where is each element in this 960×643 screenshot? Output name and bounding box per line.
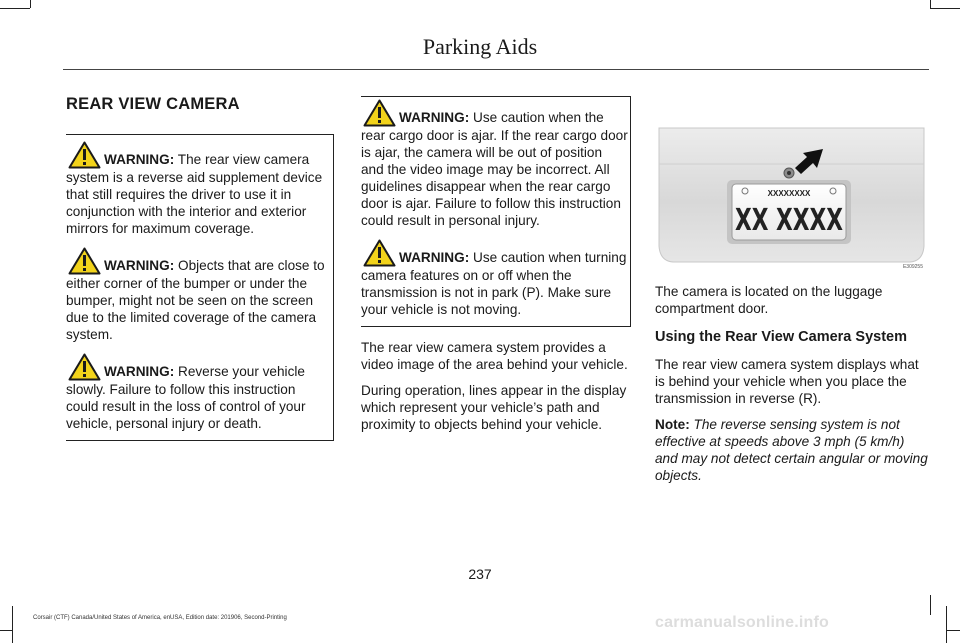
warning-label: WARNING: xyxy=(399,110,470,125)
column-3 xyxy=(655,283,928,493)
warning-item xyxy=(66,141,331,237)
warning-box xyxy=(361,96,631,327)
plate-main-text: XX XXXX xyxy=(735,203,843,238)
crop-mark xyxy=(930,8,960,9)
crop-mark xyxy=(0,8,30,9)
warning-text: Use caution when turning camera features on or off when the transmission is not in park (P). Make sure your vehicle is not moving. xyxy=(361,250,627,317)
image-caption: The camera is located on the luggage compartment door. xyxy=(655,284,883,316)
warning-item xyxy=(361,239,628,318)
warning-item xyxy=(361,99,628,229)
column-2 xyxy=(361,96,631,442)
footer-edition: Corsair (CTF) Canada/United States of America, enUSA, Edition date: 201906, Second-Printing xyxy=(33,615,287,621)
note xyxy=(655,416,928,484)
page-title: Parking Aids xyxy=(422,34,538,59)
subsection-heading: Using the Rear View Camera System xyxy=(655,329,907,345)
warning-item xyxy=(66,353,331,432)
note-label: Note: xyxy=(655,417,690,432)
plate-top-text: XXXXXXXX xyxy=(767,189,811,198)
body-paragraph: The rear view camera system displays what is behind your vehicle when you place the transmission in reverse (R). xyxy=(655,357,919,406)
warning-label: WARNING: xyxy=(104,152,175,167)
warning-triangle-icon xyxy=(68,247,101,275)
warning-text: The rear view camera system is a reverse aid supplement device that still requires the driver to use it in conjunction with the interior and exterior mirrors for maximum coverage. xyxy=(66,152,323,236)
warning-text: Objects that are close to either corner of the bumper or under the bumper, might not be seen on the screen due to the limited coverage of the camera system. xyxy=(66,258,325,342)
watermark: carmanualsonline.info xyxy=(655,614,830,631)
body-paragraph: The rear view camera system provides a video image of the area behind your vehicle. xyxy=(361,340,628,372)
warning-label: WARNING: xyxy=(399,250,470,265)
warning-box xyxy=(66,134,334,441)
warning-label: WARNING: xyxy=(104,364,175,379)
note-text: The reverse sensing system is not effective at speeds above 3 mph (5 km/h) and may not detect certain angular or moving objects. xyxy=(655,417,928,483)
crop-mark xyxy=(0,630,12,631)
column-1 xyxy=(66,96,334,441)
crop-mark xyxy=(930,0,931,8)
image-code: E309255 xyxy=(902,264,923,270)
crop-mark xyxy=(947,630,960,631)
page-number: 237 xyxy=(468,566,492,582)
body-paragraph: During operation, lines appear in the display which represent your vehicle’s path and proximity to objects behind your vehicle. xyxy=(361,383,627,432)
warning-label: WARNING: xyxy=(104,258,175,273)
crop-mark xyxy=(30,0,31,8)
warning-text: Reverse your vehicle slowly. Failure to follow this instruction could result in the loss of control of your vehicle, personal injury or death. xyxy=(66,364,306,431)
warning-triangle-icon xyxy=(68,353,101,381)
crop-mark xyxy=(946,606,947,643)
warning-text: Use caution when the rear cargo door is ajar. If the rear cargo door is ajar, the camera will be out of position and the video image may be incorrect. All guidelines disappear when the rear cargo door is ajar. Failure to follow this instruction could result in personal injury. xyxy=(361,110,628,228)
warning-triangle-icon xyxy=(363,99,396,127)
warning-triangle-icon xyxy=(68,141,101,169)
crop-mark xyxy=(930,595,931,615)
warning-item xyxy=(66,247,331,343)
camera-location-illustration xyxy=(655,126,928,273)
warning-triangle-icon xyxy=(363,239,396,267)
header-rule xyxy=(63,69,929,70)
crop-mark xyxy=(12,606,13,643)
section-heading: REAR VIEW CAMERA xyxy=(66,95,240,113)
